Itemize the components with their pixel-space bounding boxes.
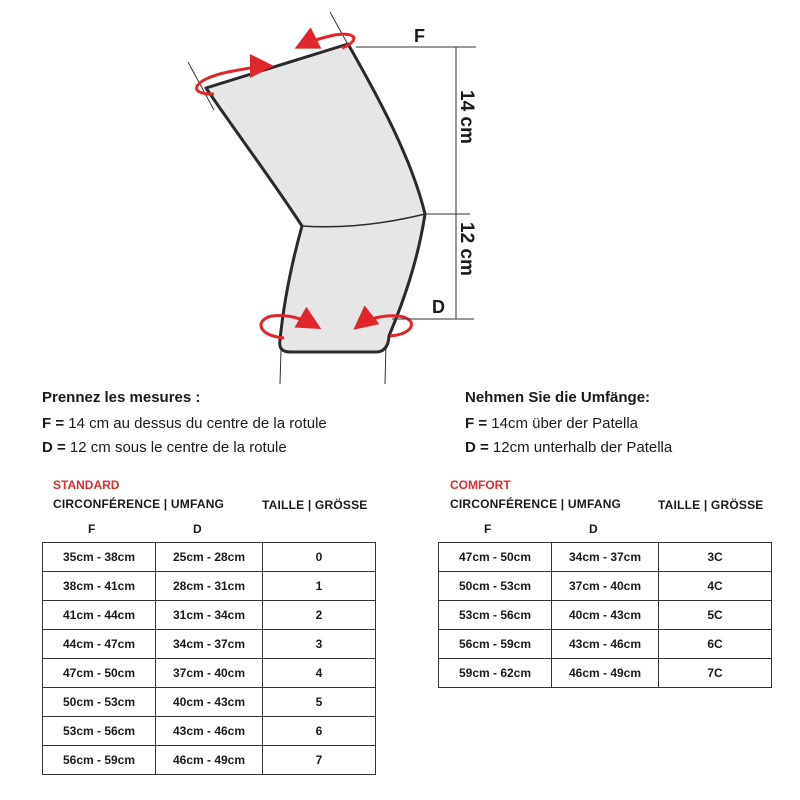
comfort-col-f: F	[484, 522, 492, 536]
label-f: F	[414, 26, 425, 46]
size-cell: 6C	[659, 630, 772, 659]
instructions-french-heading: Prennez les mesures :	[42, 389, 201, 406]
d-text: 12cm unterhalb der Patella	[488, 439, 673, 456]
instructions-german-heading: Nehmen Sie die Umfänge:	[465, 389, 651, 406]
table-row	[439, 543, 772, 572]
table-row	[43, 688, 376, 717]
size-cell: 7C	[659, 659, 772, 688]
d-range-cell: 40cm - 43cm	[156, 688, 263, 717]
table-row	[439, 659, 772, 688]
size-cell: 4	[263, 659, 376, 688]
f-key: F =	[465, 415, 488, 432]
size-cell: 4C	[659, 572, 772, 601]
d-range-cell: 34cm - 37cm	[552, 543, 659, 572]
instructions-german-d	[465, 436, 672, 460]
comfort-header-size: TAILLE | GRÖSSE	[658, 498, 764, 512]
standard-col-f: F	[88, 522, 96, 536]
instructions-german	[465, 386, 672, 460]
comfort-col-d: D	[589, 522, 598, 536]
comfort-table	[438, 542, 772, 688]
size-cell: 7	[263, 746, 376, 775]
table-row	[439, 601, 772, 630]
table-row	[439, 572, 772, 601]
d-range-cell: 43cm - 46cm	[552, 630, 659, 659]
instructions-french-d	[42, 436, 327, 460]
comfort-title: COMFORT	[450, 478, 511, 492]
d-range-cell: 46cm - 49cm	[552, 659, 659, 688]
table-row	[43, 572, 376, 601]
knee-sleeve-outline	[206, 44, 425, 352]
table-row	[439, 630, 772, 659]
table-row	[43, 659, 376, 688]
d-range-cell: 43cm - 46cm	[156, 717, 263, 746]
f-range-cell: 56cm - 59cm	[43, 746, 156, 775]
table-row	[43, 543, 376, 572]
instructions-french	[42, 386, 327, 460]
d-range-cell: 25cm - 28cm	[156, 543, 263, 572]
f-range-cell: 35cm - 38cm	[43, 543, 156, 572]
standard-header-circumference: CIRCONFÉRENCE | UMFANG	[53, 497, 225, 511]
f-text: 14cm über der Patella	[487, 415, 639, 432]
d-range-cell: 40cm - 43cm	[552, 601, 659, 630]
standard-table	[42, 542, 376, 775]
f-range-cell: 53cm - 56cm	[43, 717, 156, 746]
d-range-cell: 28cm - 31cm	[156, 572, 263, 601]
standard-header-size: TAILLE | GRÖSSE	[262, 498, 368, 512]
instructions-german-f	[465, 412, 672, 436]
d-range-cell: 31cm - 34cm	[156, 601, 263, 630]
instructions-french-f	[42, 412, 327, 436]
d-range-cell: 37cm - 40cm	[552, 572, 659, 601]
dimension-label-12cm: 12 cm	[456, 222, 477, 276]
f-range-cell: 56cm - 59cm	[439, 630, 552, 659]
f-key: F =	[42, 415, 65, 432]
d-key: D =	[465, 439, 489, 456]
table-row	[43, 601, 376, 630]
leg-line-bottom-left	[280, 350, 281, 384]
size-cell: 5C	[659, 601, 772, 630]
leg-line-bottom-right	[385, 345, 386, 384]
d-range-cell: 46cm - 49cm	[156, 746, 263, 775]
f-range-cell: 50cm - 53cm	[439, 572, 552, 601]
size-cell: 6	[263, 717, 376, 746]
f-range-cell: 47cm - 50cm	[439, 543, 552, 572]
d-text: 12 cm sous le centre de la rotule	[65, 439, 287, 456]
size-cell: 2	[263, 601, 376, 630]
d-range-cell: 34cm - 37cm	[156, 630, 263, 659]
table-row	[43, 746, 376, 775]
d-key: D =	[42, 439, 66, 456]
f-range-cell: 50cm - 53cm	[43, 688, 156, 717]
d-range-cell: 37cm - 40cm	[156, 659, 263, 688]
size-cell: 3	[263, 630, 376, 659]
size-cell: 5	[263, 688, 376, 717]
comfort-header-circumference: CIRCONFÉRENCE | UMFANG	[450, 497, 622, 511]
f-range-cell: 53cm - 56cm	[439, 601, 552, 630]
standard-col-d: D	[193, 522, 202, 536]
size-cell: 1	[263, 572, 376, 601]
knee-sleeve-diagram	[0, 0, 800, 390]
size-cell: 3C	[659, 543, 772, 572]
f-range-cell: 59cm - 62cm	[439, 659, 552, 688]
size-cell: 0	[263, 543, 376, 572]
standard-title: STANDARD	[53, 478, 120, 492]
table-row	[43, 717, 376, 746]
f-range-cell: 38cm - 41cm	[43, 572, 156, 601]
f-text: 14 cm au dessus du centre de la rotule	[64, 415, 327, 432]
f-range-cell: 44cm - 47cm	[43, 630, 156, 659]
dimension-label-14cm: 14 cm	[456, 90, 477, 144]
table-row	[43, 630, 376, 659]
f-range-cell: 47cm - 50cm	[43, 659, 156, 688]
label-d: D	[432, 297, 445, 317]
f-range-cell: 41cm - 44cm	[43, 601, 156, 630]
